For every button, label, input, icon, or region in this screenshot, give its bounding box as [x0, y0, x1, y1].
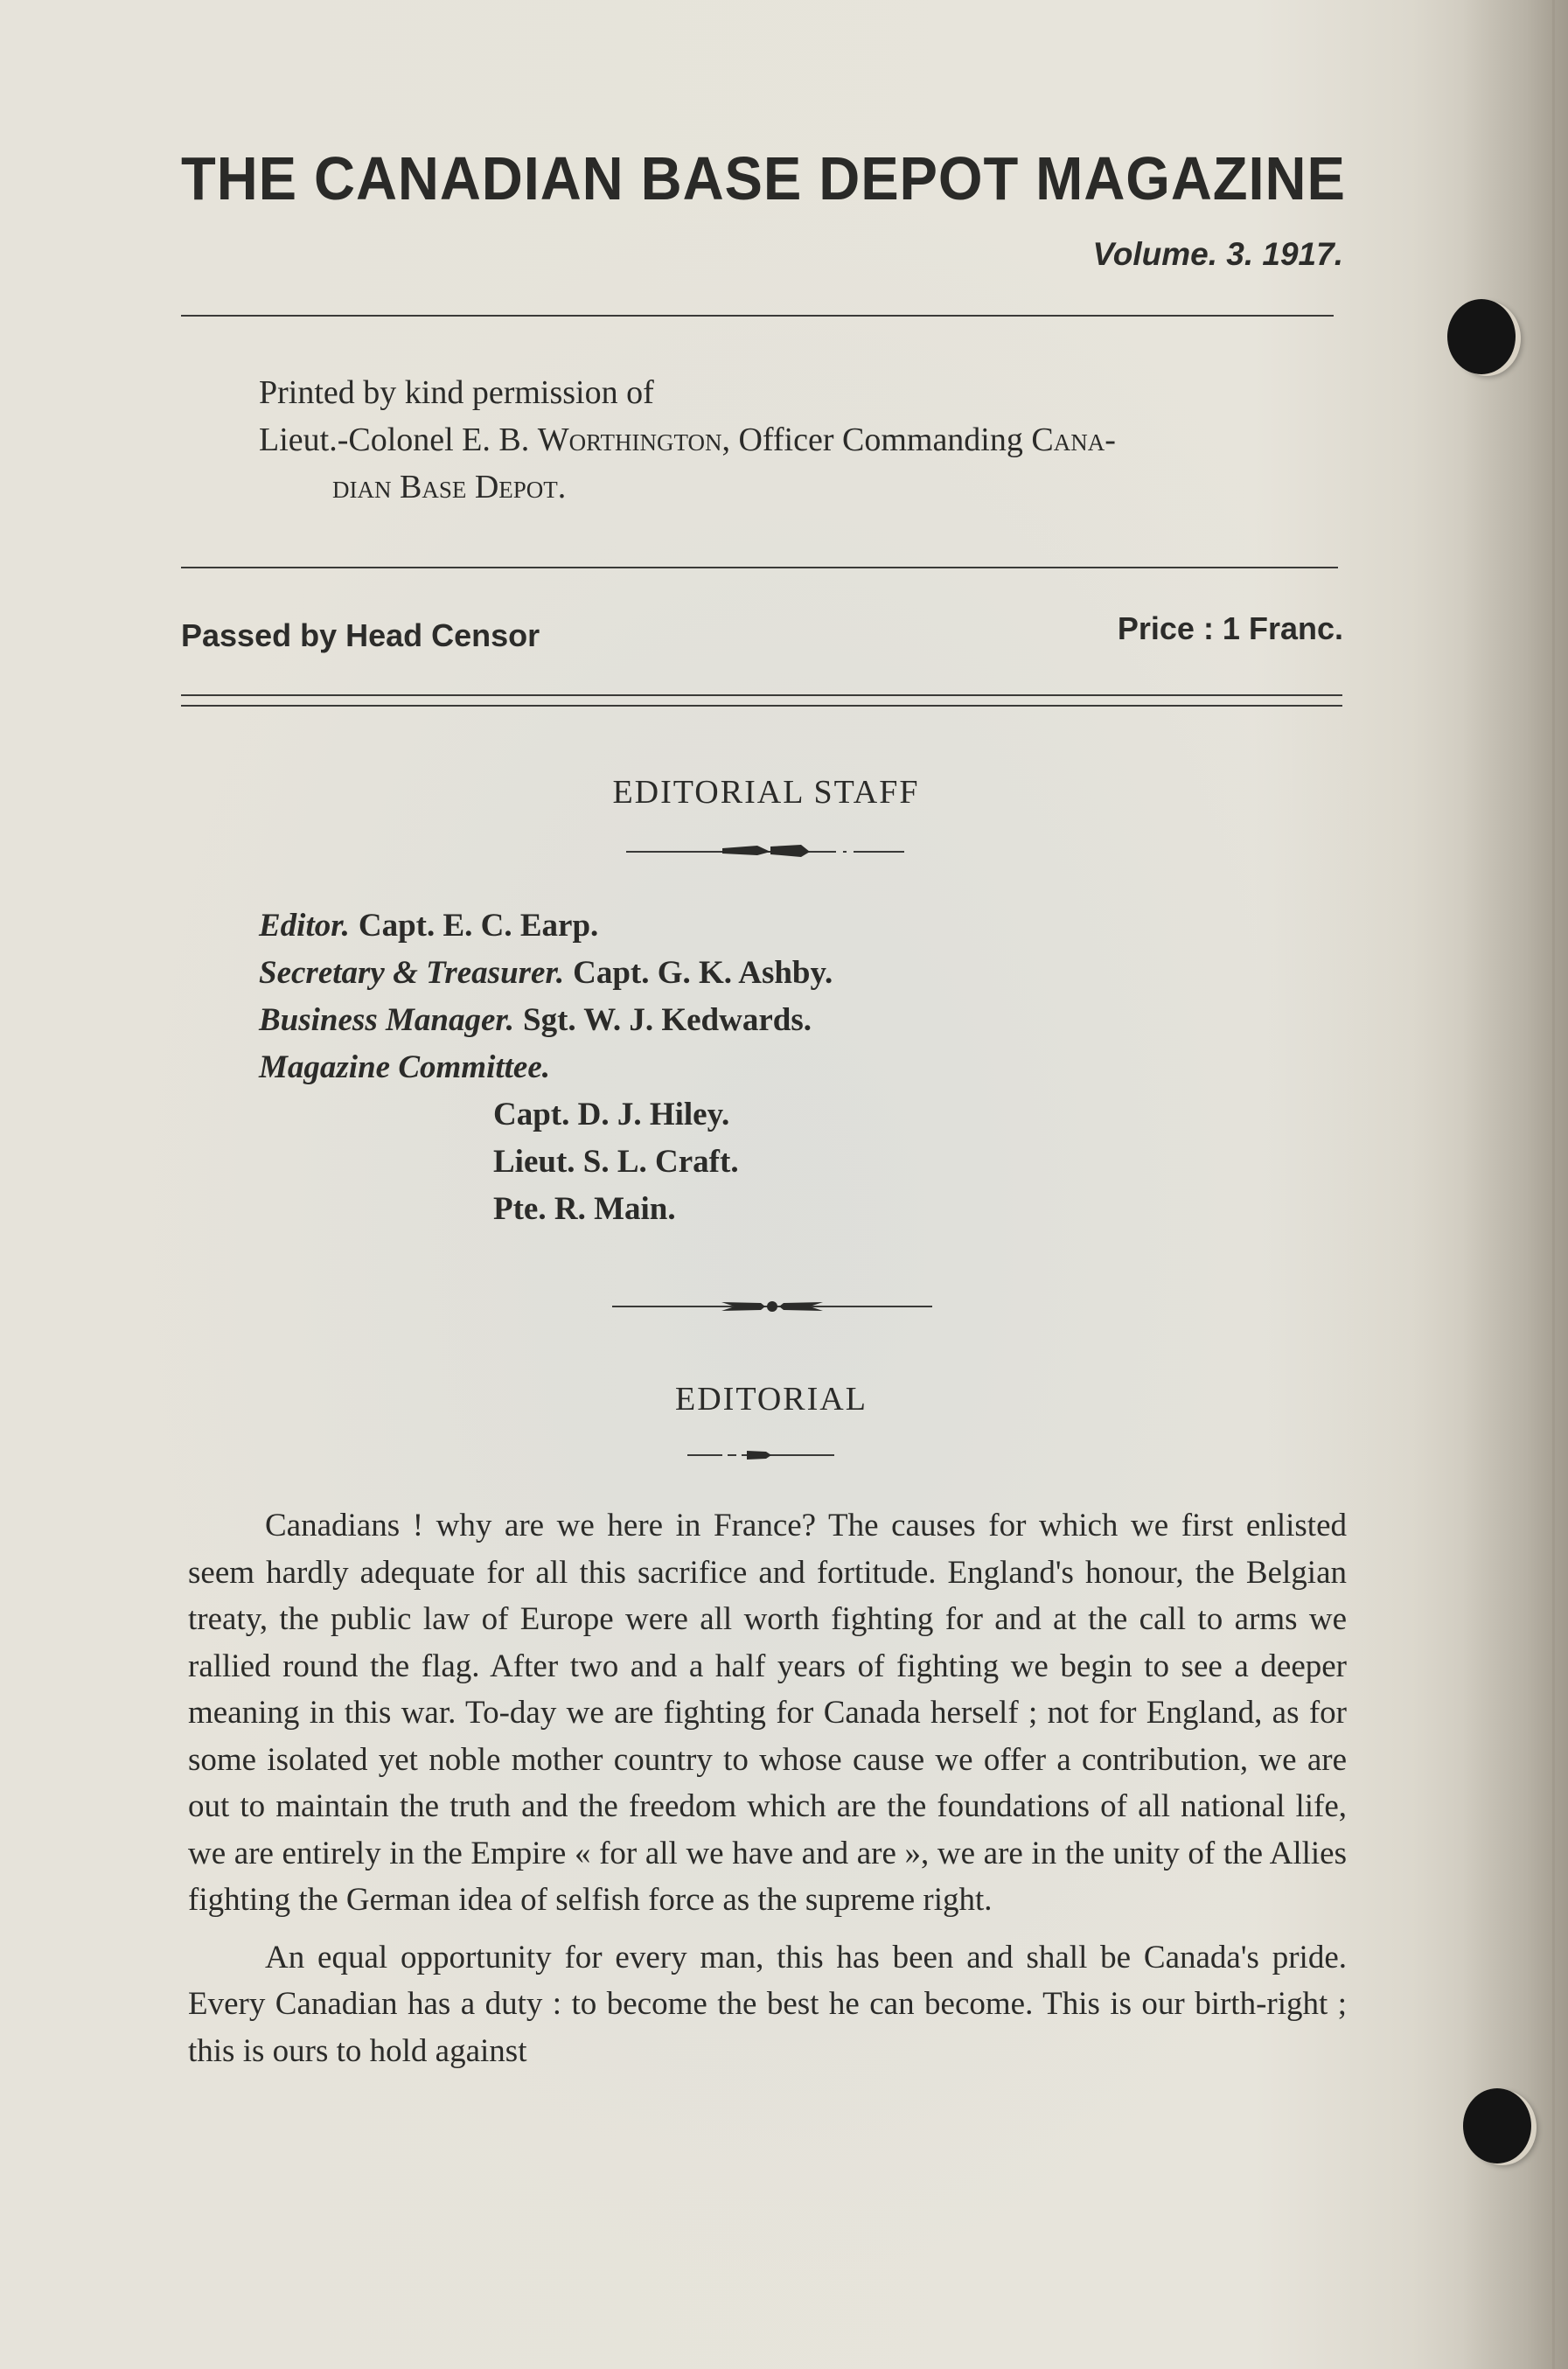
binding-fold [1552, 0, 1555, 2369]
role-manager: Business Manager. [259, 1002, 514, 1038]
permission-line-1: Printed by kind permission of [259, 374, 654, 411]
role-committee: Magazine Committee. [259, 1049, 550, 1085]
staff-committee [259, 1044, 1265, 1091]
permission-rank: Lieut.-Colonel E. B. [259, 422, 538, 458]
permission-line-2 [259, 416, 1352, 463]
staff-secretary [259, 950, 1265, 997]
double-rule-top [181, 694, 1342, 696]
permission-line-3 [259, 463, 1352, 511]
punch-hole-bottom [1463, 2088, 1531, 2163]
magazine-title: THE CANADIAN BASE DEPOT MAGAZINE [181, 144, 1346, 213]
permission-role: , Officer Commanding [721, 422, 1032, 458]
committee-member: Lieut. S. L. Craft. [493, 1144, 739, 1180]
editorial-staff-heading: EDITORIAL STAFF [612, 774, 920, 811]
price-note: Price : 1 Franc. [1117, 610, 1343, 646]
censor-note: Passed by Head Censor [181, 617, 540, 653]
name-editor: Capt. E. C. Earp. [358, 908, 599, 944]
editorial-paragraph: An equal opportunity for every man, this has been and shall be Canada's pride. Every Canadian has a duty : to become the best he can become. This is our birth-right ; this is ours to hold against [188, 1939, 1347, 2069]
volume-line: Volume. 3. 1917. [1092, 236, 1343, 272]
rule-under-permission [181, 567, 1338, 568]
staff-manager [259, 997, 1265, 1044]
staff-editor [259, 902, 1265, 950]
name-manager: Sgt. W. J. Kedwards. [523, 1002, 812, 1038]
committee-member: Pte. R. Main. [493, 1191, 676, 1227]
role-editor: Editor. [259, 908, 350, 944]
editorial-ornament-divider [687, 1448, 834, 1462]
printing-permission [259, 369, 1352, 511]
staff-ornament-divider [626, 841, 904, 862]
section-ornament-divider [612, 1296, 932, 1317]
permission-period: . [557, 469, 567, 505]
editorial-body [188, 1502, 1347, 2085]
permission-unit-part-a: Cana- [1031, 422, 1116, 458]
punch-hole-top [1447, 299, 1516, 374]
editorial-paragraph: Canadians ! why are we here in France? The causes for which we first enlisted seem hardly adequate for all this sacrifice and fortitude. England's honour, the Belgian treaty, the public law of Europe were all worth fighting for and at the call to arms we rallied round the flag. After two and a half years of fighting we begin to see a deeper meaning in this war. To-day we are fighting for Canada herself ; not for England, as for some isolated yet noble mother country to whose cause we offer a contribution, we are out to maintain the truth and the freedom which are the foundations of all national life, we are entirely in the Empire « for all we have and are », we are in the unity of the Allies fighting the German idea of selfish force as the supreme right. [188, 1508, 1347, 1918]
role-secretary: Secretary & Treasurer. [259, 955, 565, 991]
double-rule-bottom [181, 705, 1342, 707]
editorial-staff-list [259, 902, 1265, 1233]
committee-member: Capt. D. J. Hiley. [493, 1097, 730, 1132]
rule-under-masthead [181, 315, 1334, 317]
permission-unit-part-b: dian Base Depot [332, 469, 558, 505]
permission-officer-name: Worthington [537, 422, 722, 458]
editorial-heading: EDITORIAL [675, 1381, 868, 1418]
name-secretary: Capt. G. K. Ashby. [573, 955, 833, 991]
